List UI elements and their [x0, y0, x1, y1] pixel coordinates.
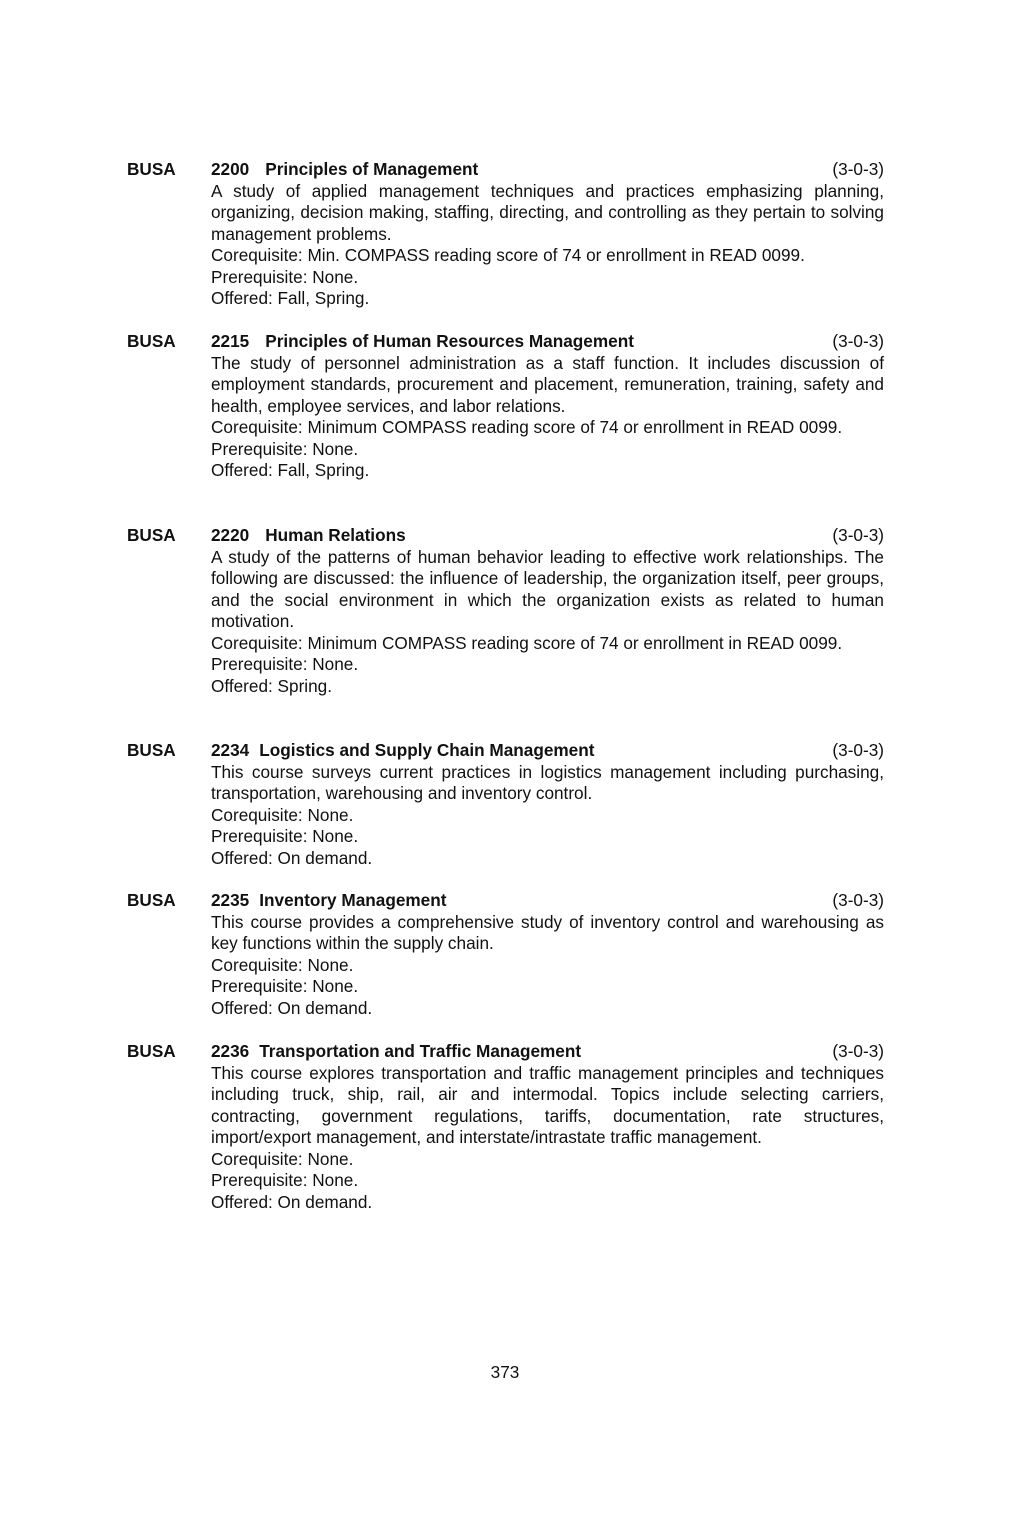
course-title: Human Relations — [265, 525, 406, 545]
course-credits: (3-0-3) — [832, 1041, 884, 1061]
course-number: 2235 — [211, 890, 250, 910]
course-offered: Offered: Spring. — [211, 675, 333, 696]
course-offered: Offered: On demand. — [211, 997, 373, 1018]
course-entry-busa-2235 — [127, 890, 884, 1019]
course-title: Transportation and Traffic Management — [259, 1041, 582, 1061]
course-title: Principles of Human Resources Management — [265, 331, 634, 351]
course-description: This course surveys current practices in logistics management including purchasing, transportation, warehousing and inventory control. — [211, 761, 884, 803]
course-title: Principles of Management — [265, 159, 479, 179]
course-body — [211, 353, 884, 482]
course-credits: (3-0-3) — [832, 740, 884, 760]
course-corequisite: Corequisite: Min. COMPASS reading score of 74 or enrollment in READ 0099. — [211, 245, 805, 265]
course-prerequisite: Prerequisite: None. — [211, 1170, 359, 1190]
course-prerequisite: Prerequisite: None. — [211, 438, 359, 459]
course-credits: (3-0-3) — [832, 159, 884, 179]
course-number: 2220 — [211, 525, 250, 545]
course-title: Inventory Management — [259, 890, 447, 910]
course-department: BUSA — [127, 1041, 176, 1061]
course-credits: (3-0-3) — [832, 525, 884, 545]
course-body — [211, 912, 884, 1020]
course-corequisite: Corequisite: Minimum COMPASS reading score of 74 or enrollment in READ 0099. — [211, 417, 843, 437]
course-header — [127, 1041, 884, 1063]
course-header — [127, 890, 884, 912]
course-body — [211, 547, 884, 698]
page-number: 373 — [490, 1362, 520, 1382]
course-offered: Offered: Fall, Spring. — [211, 288, 370, 308]
course-body — [211, 181, 884, 310]
course-prerequisite: Prerequisite: None. — [211, 976, 359, 996]
course-offered: Offered: On demand. — [211, 1191, 373, 1212]
course-corequisite: Corequisite: None. — [211, 1148, 354, 1169]
course-department: BUSA — [127, 331, 176, 351]
course-number: 2200 — [211, 159, 250, 179]
course-entry-busa-2215 — [127, 331, 884, 482]
course-corequisite: Corequisite: None. — [211, 954, 354, 975]
course-offered: Offered: On demand. — [211, 847, 373, 868]
course-body — [211, 762, 884, 870]
course-header — [127, 159, 884, 181]
course-header — [127, 525, 884, 547]
course-number: 2236 — [211, 1041, 250, 1061]
course-body — [211, 1063, 884, 1214]
course-department: BUSA — [127, 890, 176, 910]
course-description: This course explores transportation and traffic management principles and techniques including truck, ship, rail, air and intermodal. Topics include selecting carriers, contracting, government regulations, tariffs, documentation, rate structures, import/export management, and interstate/intrastate traffic management. — [211, 1062, 884, 1147]
course-department: BUSA — [127, 159, 176, 179]
course-corequisite: Corequisite: None. — [211, 804, 354, 825]
course-entry-busa-2234 — [127, 740, 884, 869]
course-prerequisite: Prerequisite: None. — [211, 266, 359, 287]
course-description: A study of applied management techniques and practices emphasizing planning, organizing, decision making, staffing, directing, and controlling as they pertain to solving management problems. — [211, 180, 884, 244]
course-description: This course provides a comprehensive study of inventory control and warehousing as key functions within the supply chain. — [211, 911, 884, 953]
course-number: 2234 — [211, 740, 250, 760]
course-credits: (3-0-3) — [832, 890, 884, 910]
course-prerequisite: Prerequisite: None. — [211, 826, 359, 846]
course-credits: (3-0-3) — [832, 331, 884, 351]
course-description: The study of personnel administration as a staff function. It includes discussion of employment standards, procurement and placement, remuneration, training, safety and health, employee services, and labor relations. — [211, 352, 884, 416]
course-entry-busa-2200 — [127, 159, 884, 310]
course-department: BUSA — [127, 740, 176, 760]
course-entry-busa-2236 — [127, 1041, 884, 1213]
course-number: 2215 — [211, 331, 250, 351]
course-department: BUSA — [127, 525, 176, 545]
course-header — [127, 331, 884, 353]
course-offered: Offered: Fall, Spring. — [211, 460, 370, 480]
course-header — [127, 740, 884, 762]
course-entry-busa-2220 — [127, 525, 884, 697]
course-prerequisite: Prerequisite: None. — [211, 654, 359, 674]
course-description: A study of the patterns of human behavior leading to effective work relationships. The following are discussed: the influence of leadership, the organization itself, peer groups, and the social environment in which the organization exists as related to human motivation. — [211, 546, 884, 631]
course-corequisite: Corequisite: Minimum COMPASS reading score of 74 or enrollment in READ 0099. — [211, 632, 843, 653]
course-title: Logistics and Supply Chain Management — [259, 740, 595, 760]
